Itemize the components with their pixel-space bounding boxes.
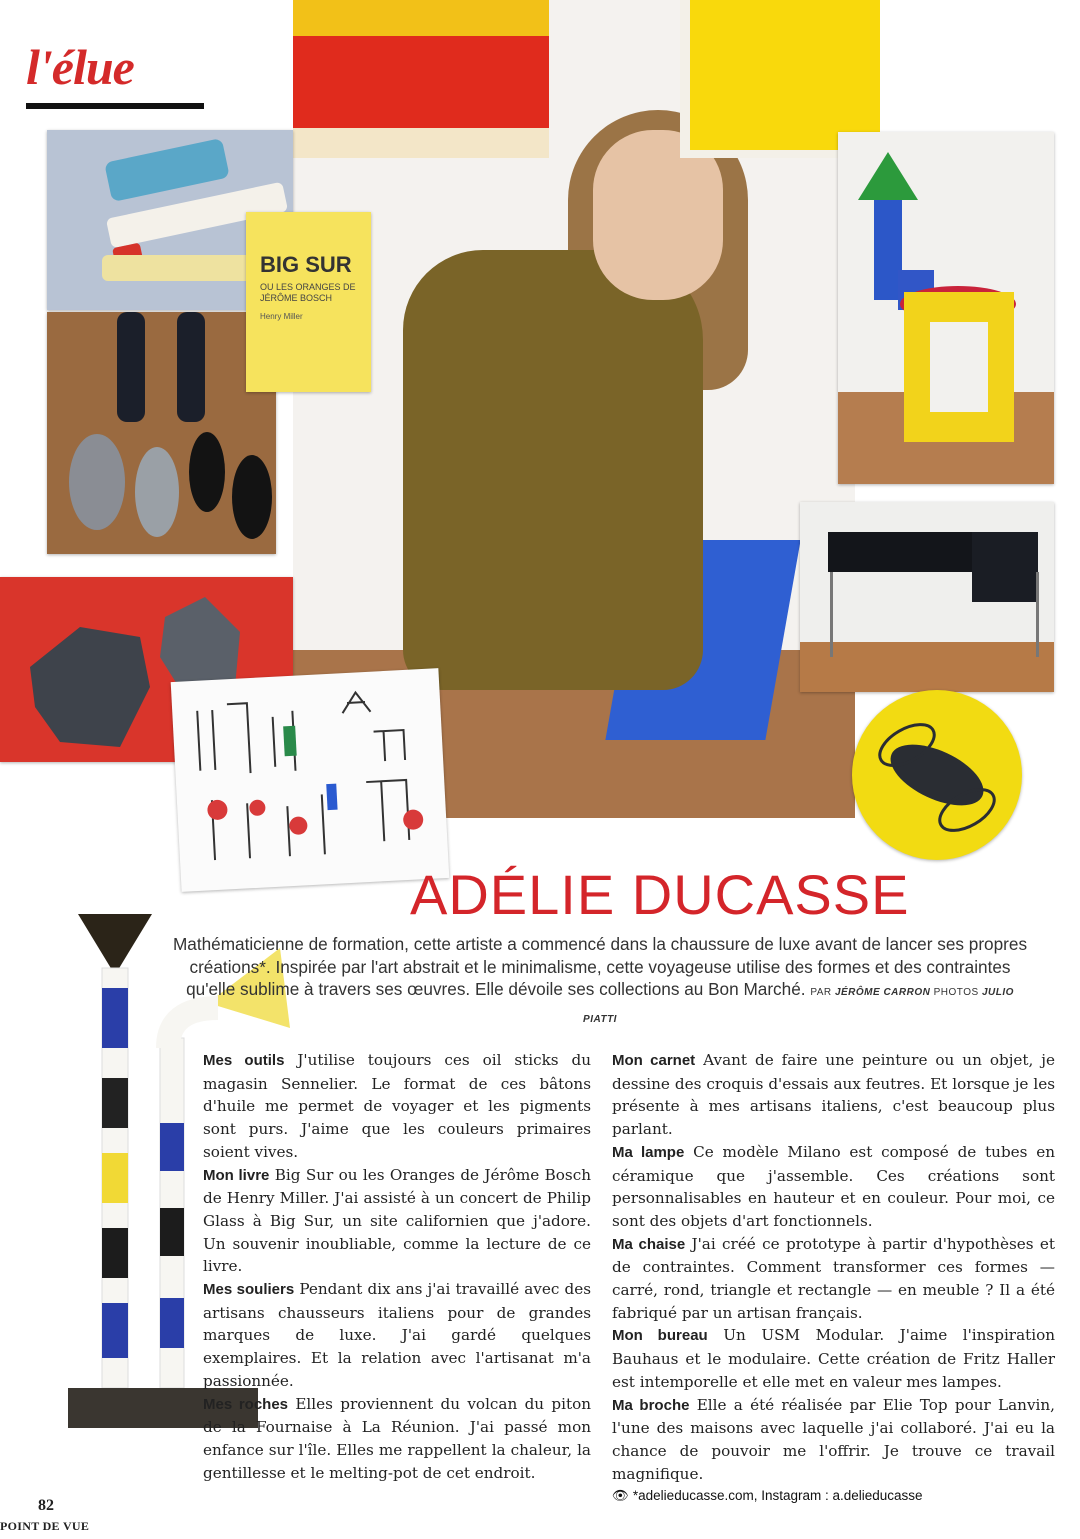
book-author: Henry Miller — [260, 312, 303, 321]
section-ma-chaise: Ma chaise J'ai créé ce prototype à partir d'hypothèses et de contraintes. Comment transformer ces formes — carré, rond, triangle et rectangle — en meuble ? Il a été fabriqué par un artisan français. — [612, 1234, 1055, 1322]
corduroy-jacket — [403, 250, 703, 690]
desk-drawer — [972, 532, 1038, 602]
magazine-name: POINT DE VUE — [0, 1519, 90, 1533]
section-mon-bureau: Mon bureau Un USM Modular. J'aime l'inspiration Bauhaus et le modulaire. Cette création de Fritz Haller est intemporelle et elle met en valeur mes lampes. — [612, 1326, 1056, 1391]
bee-brooch — [852, 690, 1022, 860]
page-number: 82 — [38, 1497, 54, 1514]
desk-photo — [800, 502, 1054, 692]
footnote: 👁 *adelieducasse.com, Instagram : a.delieducasse — [612, 1488, 923, 1504]
section-mon-livre: Mon livre Big Sur ou les Oranges de Jérôme Bosch de Henry Miller. J'ai assisté à un concert de Philip Glass à Big Sur, un site californien que j'adore. Un souvenir inoubliable, comme la lecture de ce livre. — [203, 1165, 591, 1276]
section-mes-outils: Mes outils J'utilise toujours ces oil sticks du magasin Sennelier. Le format de ces bâtons d'huile me permet de voyager et les pigments sont purs. J'aime que les couleurs primaires soient vives. — [203, 1051, 591, 1161]
section-ma-broche: Ma broche Elle a été réalisée par Elie Top pour Lanvin, l'une des maisons avec laquelle j'ai collaboré. J'ai eu la chance de pouvoir me l'offrir. Je trouve ce travail magnifique. — [612, 1395, 1056, 1483]
sketch-drawings — [171, 668, 450, 892]
section-mon-carnet: Mon carnet Avant de faire une peinture ou un objet, je dessine des croquis d'essais aux feutres. Et lorsque je les présente à mes artisans italiens, c'est beaucoup plus parlant. — [612, 1051, 1055, 1139]
right-column — [612, 1049, 1055, 1508]
book-photo — [246, 212, 371, 392]
red-yellow-painting — [293, 0, 549, 158]
chair-sculpture-photo — [838, 132, 1054, 484]
sketchbook-photo — [171, 668, 450, 892]
chair-sculpture — [838, 132, 1054, 484]
shoes-photo — [47, 312, 276, 554]
article-title: ADÉLIE DUCASSE — [410, 863, 910, 926]
eye-icon: 👁 — [612, 1488, 630, 1504]
section-ma-lampe: Ma lampe Ce modèle Milano est composé de tubes en céramique que j'assemble. Ces créations sont personnalisables en hauteur et en couleur. Pour moi, ce sont des objets d'art fonctionnels. — [612, 1142, 1056, 1230]
intro-text: Mathématicienne de formation, cette artiste a commencé dans la chaussure de luxe avant de lancer ses propres créations*. Inspirée par l'art abstrait et le minimalisme, cette voyageuse utilise des formes et des contraintes qu'elle sublime à travers ses œuvres. Elle dévoile ses collections au Bon Marché. — [172, 934, 1028, 999]
byline: PAR JÉRÔME CARRON PHOTOS JULIO PIATTI — [583, 987, 1014, 1025]
section-mes-souliers: Mes souliers Pendant dix ans j'ai travaillé avec des artisans chausseurs italiens pour de grandes marques de luxe. J'ai gardé quelques exemplaires. Et la relation avec l'artisanat m'a passionnée. — [203, 1280, 592, 1390]
shoes-illustration — [47, 312, 276, 554]
rubric-underline — [26, 103, 204, 109]
book-title: BIG SUR — [260, 252, 352, 277]
intro-paragraph — [170, 933, 1030, 1031]
left-column — [203, 1049, 591, 1484]
section-mes-roches: Mes roches Elles proviennent du volcan du piton de la Fournaise à La Réunion. J'ai passé mon enfance sur l'île. Elles me rappellent la chaleur, la gentillesse et le melting-pot de cet endroit. — [203, 1394, 591, 1482]
brooch-photo — [852, 690, 1022, 860]
desk-floor — [800, 642, 1054, 692]
book-subtitle: OU LES ORANGES DE JÉRÔME BOSCH — [260, 282, 356, 303]
section-rubric: l'élue — [26, 39, 134, 95]
